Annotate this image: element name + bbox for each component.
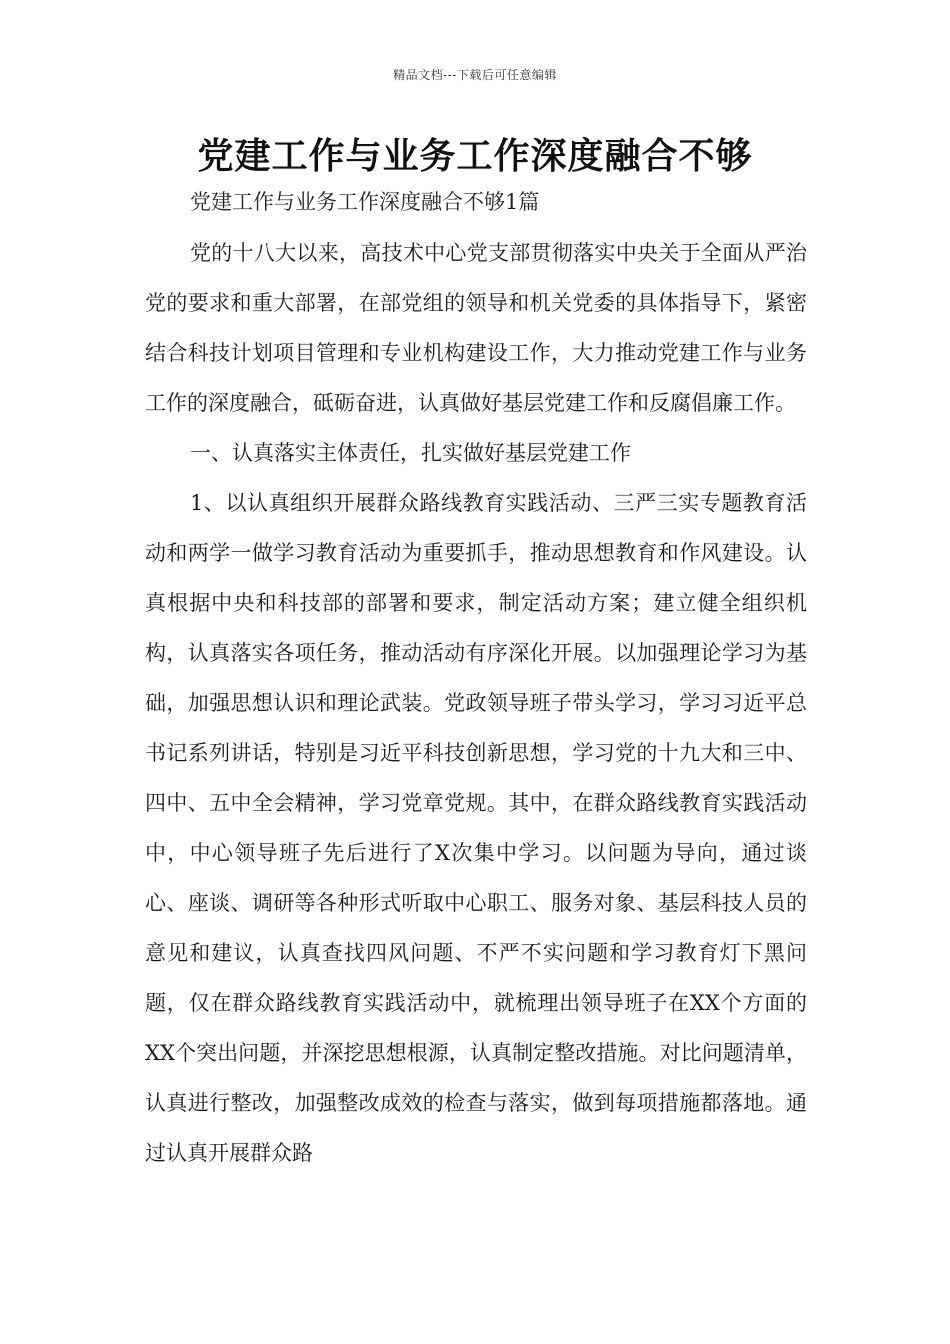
paragraph-item-1: 1、以认真组织开展群众路线教育实践活动、三严三实专题教育活动和两学一做学习教育活动为重要抓手，推动思想教育和作风建设。认真根据中央和科技部的部署和要求，制定活动方案；建立健全组织机构，认真落实各项任务，推动活动有序深化开展。以加强理论学习为基础，加强思想认识和理论武装。党政领导班子带头学习，学习习近平总书记系列讲话，特别是习近平科技创新思想，学习党的十九大和三中、四中、五中全会精神，学习党章党规。其中，在群众路线教育实践活动中，中心领导班子先后进行了X次集中学习。以问题为导向，通过谈心、座谈、调研等各种形式听取中心职工、服务对象、基层科技人员的意见和建议，认真查找四风问题、不严不实问题和学习教育灯下黑问题，仅在群众路线教育实践活动中，就梳理出领导班子在XX个方面的XX个突出问题，并深挖思想根源，认真制定整改措施。对比问题清单，认真进行整改，加强整改成效的检查与落实，做到每项措施都落地。通过认真开展群众路 <box>145 491 807 1165</box>
document-body <box>145 228 807 1178</box>
header-note: 精品文档---下载后可任意编辑 <box>393 68 557 82</box>
paragraph-intro: 党的十八大以来，高技术中心党支部贯彻落实中央关于全面从严治党的要求和重大部署，在部党组的领导和机关党委的具体指导下，紧密结合科技计划项目管理和专业机构建设工作，大力推动党建工作与业务工作的深度融合，砥砺奋进，认真做好基层党建工作和反腐倡廉工作。 <box>145 241 807 415</box>
document-subtitle: 党建工作与业务工作深度融合不够1篇 <box>190 190 540 214</box>
section-heading: 一、认真落实主体责任，扎实做好基层党建工作 <box>190 441 631 465</box>
document-title: 党建工作与业务工作深度融合不够 <box>197 136 753 177</box>
